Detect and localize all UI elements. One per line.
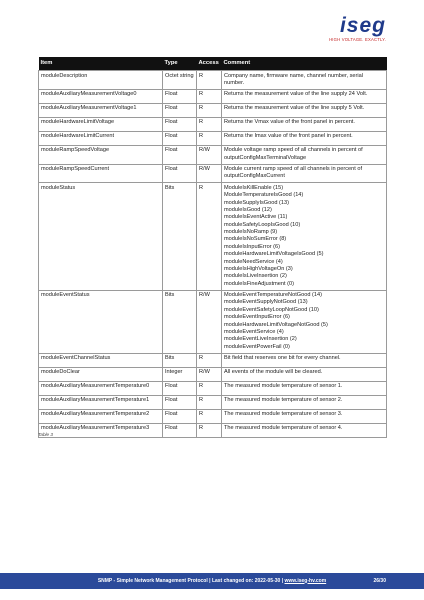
cell-comment [222, 381, 387, 395]
cell-item: moduleDescription [39, 71, 163, 90]
cell-item: moduleEventChannelStatus [39, 353, 163, 367]
cell-comment [222, 131, 387, 145]
cell-type: Bits [163, 183, 197, 290]
comment-line: moduleEventPowerFail (0) [224, 343, 290, 350]
comment-line: The measured module temperature of sensor 2. [224, 397, 343, 403]
cell-comment [222, 290, 387, 353]
table-row [39, 89, 387, 103]
table-row [39, 71, 387, 90]
comment-line: Returns the measurement value of the line supply 24 Volt. [224, 91, 368, 98]
comment-line: moduleIsEventActive (11) [224, 214, 288, 221]
cell-item: moduleRampSpeedVoltage [39, 145, 163, 164]
cell-item: moduleAuxiliaryMeasurementVoltage0 [39, 89, 163, 103]
cell-access: R/W [197, 145, 222, 164]
comment-line: Module voltage ramp speed of all channels in percent of outputConfigMaxTerminalVoltage [224, 147, 363, 161]
header-access: Access [197, 57, 222, 71]
iseg-logo [290, 14, 386, 44]
comment-line: Company name, firmware name, channel number, serial number. [224, 72, 363, 86]
cell-item: moduleStatus [39, 183, 163, 290]
cell-access: R [197, 353, 222, 367]
cell-access: R [197, 409, 222, 423]
cell-access: R/W [197, 164, 222, 183]
cell-comment [222, 164, 387, 183]
cell-comment [222, 423, 387, 437]
comment-line: Returns the measurement value of the line supply 5 Volt. [224, 105, 365, 112]
header-type: Type [163, 57, 197, 71]
comment-line: Bit field that reserves one bit for every channel. [224, 355, 341, 361]
comment-line: All events of the module will be cleared. [224, 369, 323, 375]
table-row [39, 381, 387, 395]
cell-access: R/W [197, 367, 222, 381]
table-row [39, 131, 387, 145]
comment-line: moduleEventSafetyLoopNotGood (10) [224, 306, 319, 313]
cell-item: moduleDoClear [39, 367, 163, 381]
footer-changed: Last changed on: 2022-05-30 [211, 577, 281, 584]
cell-access: R [197, 395, 222, 409]
cell-item: moduleEventStatus [39, 290, 163, 353]
logo-slogan: HIGH VOLTAGE. EXACTLY. [329, 37, 386, 42]
cell-type: Float [163, 164, 197, 183]
cell-item: moduleAuxiliaryMeasurementVoltage1 [39, 103, 163, 117]
footer-bar [0, 573, 424, 589]
table-header-row [39, 57, 387, 71]
logo-word: iseg [339, 14, 386, 37]
footer-separator-1: | [209, 577, 211, 584]
comment-line: moduleIsNoRamp (9) [224, 229, 278, 235]
comment-line: Module current ramp speed of all channels in percent of outputConfigMaxCurrent [224, 166, 363, 180]
cell-access: R [197, 423, 222, 437]
table-row [39, 183, 387, 290]
comment-line: moduleHardwareLimitVoltageIsGood (5) [224, 251, 324, 258]
comment-line: moduleIsInputError (6) [224, 243, 280, 250]
table-row [39, 103, 387, 117]
comment-line: moduleNeedService (4) [224, 258, 283, 265]
cell-comment [222, 117, 387, 131]
cell-item: moduleAuxiliaryMeasurementTemperature2 [39, 409, 163, 423]
cell-type: Float [163, 131, 197, 145]
cell-type: Float [163, 395, 197, 409]
comment-line: moduleIsGood (12) [224, 206, 272, 213]
cell-access: R/W [197, 290, 222, 353]
footer-separator-2: | [281, 577, 284, 584]
cell-comment [222, 183, 387, 290]
cell-type: Float [163, 103, 197, 117]
comment-line: moduleSupplyIsGood (13) [224, 199, 289, 206]
cell-type: Integer [163, 367, 197, 381]
cell-comment [222, 395, 387, 409]
footer-link[interactable]: www.iseg-hv.com [284, 577, 327, 584]
cell-item: moduleHardwareLimitVoltage [39, 117, 163, 131]
cell-type: Bits [163, 290, 197, 353]
comment-line: moduleSafetyLoopIsGood (10) [224, 221, 301, 228]
page-number: 26/30 [373, 577, 386, 584]
comment-line: The measured module temperature of sensor 3. [224, 411, 343, 417]
comment-line: moduleIsLiveInsertion (2) [224, 273, 287, 280]
table-row [39, 395, 387, 409]
cell-type: Float [163, 145, 197, 164]
table-row [39, 367, 387, 381]
footer-text [0, 578, 424, 584]
cell-comment [222, 145, 387, 164]
cell-comment [222, 367, 387, 381]
cell-item: moduleHardwareLimitCurrent [39, 131, 163, 145]
cell-item: moduleRampSpeedCurrent [39, 164, 163, 183]
comment-line: ModuleEventTemperatureNotGood (14) [224, 292, 322, 298]
comment-line: Returns the Imax value of the front panel in percent. [224, 133, 353, 140]
cell-type: Float [163, 409, 197, 423]
comment-line: The measured module temperature of sensor 1. [224, 383, 343, 389]
cell-type: Float [163, 117, 197, 131]
cell-comment [222, 71, 387, 90]
cell-comment [222, 353, 387, 367]
comment-line: moduleEventLiveInsertion (2) [224, 336, 297, 343]
cell-type: Bits [163, 353, 197, 367]
header-comment: Comment [222, 57, 387, 71]
comment-line: ModuleIsKillEnable (15) [224, 184, 284, 191]
cell-type: Float [163, 381, 197, 395]
cell-access: R [197, 103, 222, 117]
comment-line: moduleIsFineAdjustment (0) [224, 280, 294, 287]
cell-access: R [197, 131, 222, 145]
comment-line: moduleEventInputError (6) [224, 314, 290, 321]
table-row [39, 409, 387, 423]
cell-access: R [197, 71, 222, 90]
snmp-module-table [38, 57, 386, 438]
cell-type: Octet string [163, 71, 197, 90]
table-row [39, 290, 387, 353]
comment-line: moduleEventService (4) [224, 328, 284, 335]
cell-comment [222, 409, 387, 423]
comment-line: ModuleTemperatureIsGood (14) [224, 192, 304, 199]
comment-line: The measured module temperature of sensor 4. [224, 425, 343, 431]
comment-line: moduleIsHighVoltageOn (3) [224, 265, 293, 272]
cell-item: moduleAuxiliaryMeasurementTemperature1 [39, 395, 163, 409]
cell-item: moduleAuxiliaryMeasurementTemperature0 [39, 381, 163, 395]
table-row [39, 423, 387, 437]
comment-line: moduleIsNoSumError (8) [224, 236, 287, 243]
header-item: Item [39, 57, 163, 71]
cell-comment [222, 89, 387, 103]
cell-access: R [197, 117, 222, 131]
cell-access: R [197, 381, 222, 395]
table-caption: Table 3 [38, 432, 53, 437]
table-row [39, 353, 387, 367]
cell-access: R [197, 89, 222, 103]
footer-title: SNMP - Simple Network Management Protocol [97, 577, 208, 584]
comment-line: moduleEventSupplyNotGood (13) [224, 299, 308, 306]
table-row [39, 145, 387, 164]
table-body [39, 71, 387, 438]
cell-type: Float [163, 89, 197, 103]
cell-comment [222, 103, 387, 117]
comment-line: Returns the Vmax value of the front panel in percent. [224, 119, 355, 126]
comment-line: moduleHardwareLimitVoltageNotGood (5) [224, 321, 328, 328]
table-row [39, 117, 387, 131]
cell-item: moduleAuxiliaryMeasurementTemperature3 [39, 423, 163, 437]
cell-type: Float [163, 423, 197, 437]
cell-access: R [197, 183, 222, 290]
table-row [39, 164, 387, 183]
